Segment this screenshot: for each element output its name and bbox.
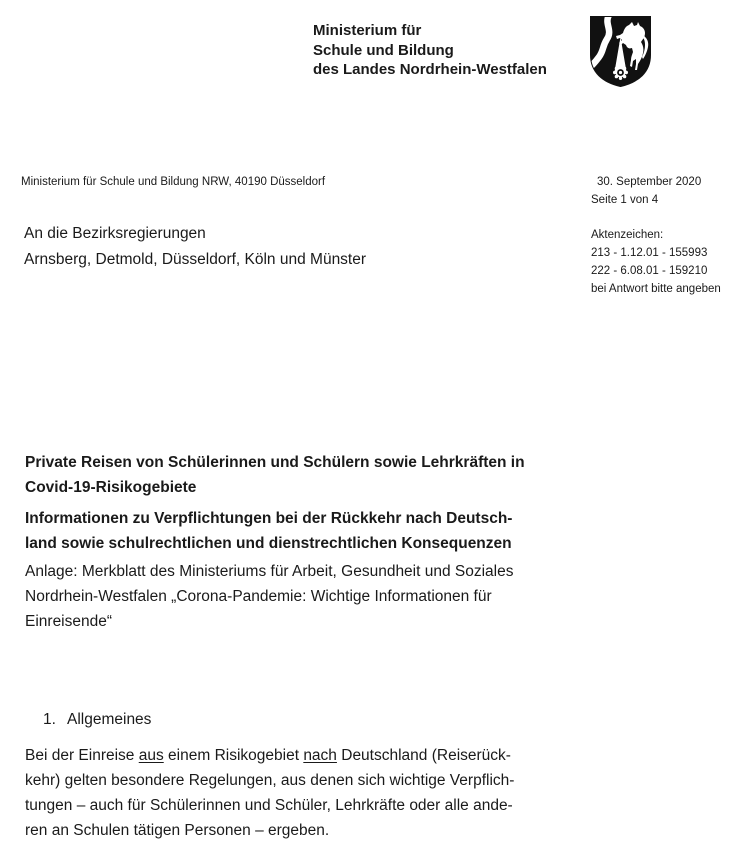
- body-line-4: ren an Schulen tätigen Personen – ergeben.: [25, 822, 330, 839]
- body-l1-seg3: Deutschland (Reiserück-: [336, 747, 511, 764]
- subject-paragraph-2: [25, 506, 525, 556]
- letterhead-line-1: Ministerium für: [313, 22, 422, 39]
- recipient-block: [24, 221, 366, 272]
- date: 30. September 2020: [597, 176, 702, 188]
- body-l1-seg1: Bei der Einreise: [25, 747, 139, 764]
- subject-block: [25, 450, 525, 556]
- underlined-word-nach: nach: [303, 747, 337, 764]
- aktenzeichen-note: bei Antwort bitte angeben: [591, 283, 721, 295]
- underlined-word-aus: aus: [138, 747, 164, 764]
- section-title: Allgemeines: [67, 711, 152, 728]
- aktenzeichen-2: 222 - 6.08.01 - 159210: [591, 265, 708, 277]
- aktenzeichen-label: Aktenzeichen:: [591, 229, 664, 241]
- body-line-1: [25, 743, 514, 768]
- aktenzeichen-block: [591, 226, 721, 298]
- attachment-line-3: Einreisende“: [25, 613, 113, 630]
- recipient-line-1: An die Bezirksregierungen: [24, 225, 206, 242]
- body-l1-seg2: einem Risikogebiet: [163, 747, 304, 764]
- section-heading: [43, 711, 151, 729]
- attachment-note: [25, 559, 514, 634]
- body-line-3: tungen – auch für Schülerinnen und Schüler, Lehrkräfte oder alle ande-: [25, 797, 513, 814]
- letterhead-line-2: Schule und Bildung: [313, 41, 454, 59]
- subject-p1-line-2: Covid-19-Risikogebiete: [25, 479, 197, 496]
- nrw-coat-of-arms-icon: [589, 15, 652, 89]
- page-indicator: Seite 1 von 4: [591, 194, 659, 206]
- aktenzeichen-1: 213 - 1.12.01 - 155993: [591, 247, 708, 259]
- subject-p2-line-1: Informationen zu Verpflichtungen bei der Rückkehr nach Deutsch-: [25, 510, 513, 527]
- letterhead-line-3: des Landes Nordrhein-Westfalen: [313, 61, 547, 78]
- attachment-line-2: Nordrhein-Westfalen „Corona-Pandemie: Wichtige Informationen für: [25, 588, 492, 605]
- section-number: 1.: [43, 711, 56, 728]
- body-paragraph: [25, 743, 514, 843]
- subject-p2-line-2: land sowie schulrechtlichen und dienstrechtlichen Konsequenzen: [25, 535, 512, 552]
- letterhead: [313, 21, 547, 80]
- subject-p1-line-1: Private Reisen von Schülerinnen und Schülern sowie Lehrkräften in: [25, 454, 525, 471]
- attachment-line-1: Anlage: Merkblatt des Ministeriums für Arbeit, Gesundheit und Soziales: [25, 563, 514, 580]
- sender-line: Ministerium für Schule und Bildung NRW, 40190 Düsseldorf: [21, 176, 326, 188]
- recipient-line-2: Arnsberg, Detmold, Düsseldorf, Köln und Münster: [24, 250, 367, 268]
- body-line-2: kehr) gelten besondere Regelungen, aus denen sich wichtige Verpflich-: [25, 772, 515, 789]
- subject-paragraph-1: [25, 450, 525, 500]
